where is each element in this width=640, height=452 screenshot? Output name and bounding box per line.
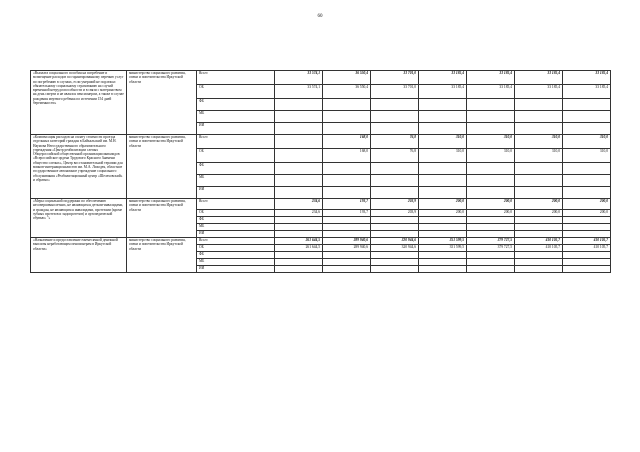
value-cell: 200,0 (563, 210, 611, 217)
value-cell: 410 105,7 (563, 238, 611, 245)
source-label: ОБ (197, 245, 275, 252)
value-cell: 379 727,5 (467, 238, 515, 245)
source-label: ФБ (197, 99, 275, 111)
value-cell: 410 105,7 (563, 245, 611, 252)
row-executor: министерство социального развития, опеки и попечительства Иркутской области (127, 238, 197, 273)
value-cell: 310,0 (515, 135, 563, 149)
value-cell: 379 727,5 (467, 245, 515, 252)
value-cell: 33 185,4 (419, 71, 467, 85)
value-cell: 76,8 (371, 135, 419, 149)
value-cell: 310,0 (467, 149, 515, 163)
value-cell: 193,7 (323, 210, 371, 217)
table-row (31, 71, 611, 85)
value-cell: 351 599,5 (419, 245, 467, 252)
value-cell: 200,0 (419, 210, 467, 217)
source-label: МБ (197, 175, 275, 187)
value-cell: 310,0 (467, 135, 515, 149)
source-label: Всего (197, 71, 275, 85)
value-cell: 351 599,5 (419, 238, 467, 245)
value-cell: 33 185,4 (563, 85, 611, 99)
value-cell: 200,0 (467, 199, 515, 210)
value-cell: 410 105,7 (515, 245, 563, 252)
source-label: МБ (197, 224, 275, 231)
table-row (31, 135, 611, 149)
value-cell: 36 550,4 (323, 71, 371, 85)
value-cell: 33 574,1 (275, 71, 323, 85)
value-cell: 33 185,4 (467, 71, 515, 85)
value-cell: 203,9 (371, 210, 419, 217)
value-cell: 310,0 (515, 149, 563, 163)
source-label: МБ (197, 259, 275, 266)
row-description: «Компенсация расходов на оплату стоимости проезда отдельных категорий граждан в Байкальский им. М.Н. Наумова Негосударственного образовательного учреждения «Центр реабилитации слепых Общероссийской общественной организации инвалидов «Всероссийское ордена Трудового Красного Знамени общество слепых», Центр восстановительной терапии для воинов-интернационалистов им. М.А. Лиходея, областное государственное автономное учреждение социального обслуживания «Реабилитационный центр «Шелеховский» и обратно» (31, 135, 127, 199)
value-cell: 33 185,4 (467, 85, 515, 99)
value-cell: 168,0 (323, 149, 371, 163)
value-cell: 33 701,0 (371, 85, 419, 99)
source-label: Всего (197, 135, 275, 149)
source-label: ФБ (197, 163, 275, 175)
table-row (31, 238, 611, 245)
value-cell: 320 944,6 (371, 245, 419, 252)
value-cell: 33 185,4 (515, 85, 563, 99)
page-number: 60 (317, 14, 323, 19)
row-description: «Меры социальной поддержки по обеспечению несовершеннолетних, не являющихся детьми-инвалидами, и граждан, не являющихся инвалидами, протезами (кроме зубных протезов и эндопротезов) и ортопедической обувью» "» (31, 199, 127, 238)
source-label: Всего (197, 199, 275, 210)
row-executor: министерство социального развития, опеки и попечительства Иркутской области (127, 199, 197, 238)
source-label: ОБ (197, 149, 275, 163)
value-cell: 168,0 (323, 135, 371, 149)
source-label: ОБ (197, 85, 275, 99)
value-cell: 33 185,4 (515, 71, 563, 85)
row-executor: министерство социального развития, опеки и попечительства Иркутской области (127, 71, 197, 135)
source-label: ИИ (197, 231, 275, 238)
value-cell: 310,0 (563, 135, 611, 149)
value-cell: 76,8 (371, 149, 419, 163)
value-cell: 200,0 (515, 210, 563, 217)
value-cell: 310,0 (419, 149, 467, 163)
value-cell: 200,0 (467, 210, 515, 217)
source-label: ОБ (197, 210, 275, 217)
value-cell: 33 185,4 (419, 85, 467, 99)
value-cell: 193,7 (323, 199, 371, 210)
value-cell: 33 185,4 (563, 71, 611, 85)
value-cell: 33 574,1 (275, 85, 323, 99)
source-label: ИИ (197, 266, 275, 273)
value-cell: 203,9 (371, 199, 419, 210)
table-row (31, 199, 611, 210)
value-cell: 261 644,5 (275, 245, 323, 252)
source-label: ИИ (197, 187, 275, 199)
value-cell: 320 944,6 (371, 238, 419, 245)
row-description: «Назначение и предоставление ежемесячной денежной выплаты неработающим пенсионерам в Иркутской области» (31, 238, 127, 273)
source-label: ИИ (197, 123, 275, 135)
program-table (30, 70, 611, 273)
value-cell: 200,0 (515, 199, 563, 210)
value-cell: 289 940,6 (323, 245, 371, 252)
value-cell: 261 644,5 (275, 238, 323, 245)
source-label: МБ (197, 111, 275, 123)
value-cell: 289 940,6 (323, 238, 371, 245)
source-label: Всего (197, 238, 275, 245)
value-cell: 234,6 (275, 199, 323, 210)
value-cell: 234,6 (275, 210, 323, 217)
source-label: ФБ (197, 252, 275, 259)
value-cell: 200,0 (563, 199, 611, 210)
value-cell: 33 701,0 (371, 71, 419, 85)
value-cell: 410 105,7 (515, 238, 563, 245)
value-cell: 36 550,4 (323, 85, 371, 99)
source-label: ФБ (197, 217, 275, 224)
value-cell: 200,0 (419, 199, 467, 210)
value-cell: 310,0 (419, 135, 467, 149)
value-cell: 310,0 (563, 149, 611, 163)
row-executor: министерство социального развития, опеки и попечительства Иркутской области (127, 135, 197, 199)
row-description: «Выплата социального пособия на погребение и возмещение расходов по гарантированному перечню услуг по погребению в случаях, если умерший не подлежал обязательному социальному страхованию на случай временной нетрудоспособности и в связи с материнством на день смерти и не являлся пенсионером, а также в случае рождения мертвого ребенка по истечении 154 дней беременности» (31, 71, 127, 135)
